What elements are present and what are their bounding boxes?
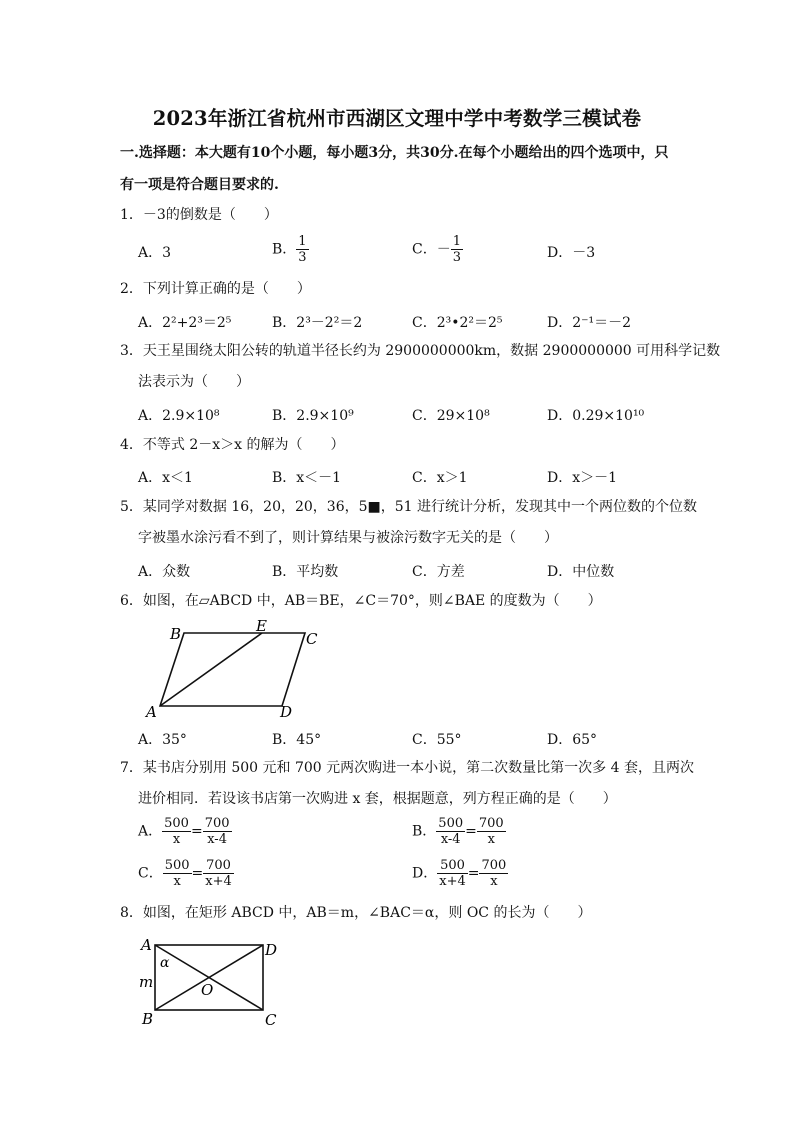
q7-c-n2: 700 bbox=[203, 858, 234, 874]
q2-option-c: C．2³•2²＝2⁵ bbox=[412, 315, 503, 331]
q7-b-n1: 500 bbox=[438, 816, 464, 831]
label-c: C bbox=[265, 1011, 277, 1029]
q3-option-d: D．0.29×10¹⁰ bbox=[547, 408, 645, 424]
q7-b-d2: x bbox=[487, 832, 495, 847]
q1-option-b-prefix: B． bbox=[272, 241, 297, 258]
q4-stem: 4．不等式 2－x＞x 的解为（ ） bbox=[120, 437, 345, 453]
q1-c-denominator: 3 bbox=[452, 250, 461, 265]
q5-option-b: B．平均数 bbox=[272, 564, 339, 580]
q1-stem: 1．－3的倒数是（ ） bbox=[120, 207, 278, 223]
q1-option-a: A．3 bbox=[138, 245, 172, 261]
q7-stem-line2: 进价相同．若设该书店第一次购进 x 套，根据题意，列方程正确的是（ ） bbox=[138, 791, 617, 807]
parallelogram-abcd bbox=[160, 633, 305, 706]
q7-a-d1: x bbox=[172, 832, 181, 847]
q7-c-d2: x+4 bbox=[205, 874, 232, 889]
q2-stem: 2．下列计算正确的是（ ） bbox=[120, 281, 311, 297]
q5-option-d: D．中位数 bbox=[547, 564, 615, 580]
q7-a-left-fraction bbox=[162, 816, 191, 847]
label-e: E bbox=[256, 617, 267, 635]
q2-option-a: A．2²+2³＝2⁵ bbox=[138, 315, 232, 331]
q4-option-d: D．x＞－1 bbox=[547, 470, 618, 486]
q6-option-c: C．55° bbox=[412, 732, 462, 748]
q7-d-right-fraction bbox=[479, 858, 508, 889]
q1-b-denominator: 3 bbox=[298, 250, 307, 265]
q7-option-a bbox=[138, 816, 232, 847]
q3-option-b: B．2.9×10⁹ bbox=[272, 408, 354, 424]
q1-c-numerator: 1 bbox=[452, 234, 461, 249]
q7-a-d2: x-4 bbox=[207, 832, 227, 847]
q7-a-n1: 500 bbox=[164, 816, 189, 831]
q6-option-b: B．45° bbox=[272, 732, 322, 748]
q3-stem-line1: 3．天王星围绕太阳公转的轨道半径长约为 2900000000km，数据 2900000000 可用科学记数 bbox=[120, 343, 721, 359]
q7-option-b bbox=[412, 816, 506, 847]
q5-option-a: A．众数 bbox=[138, 564, 191, 580]
q6-stem: 6．如图，在▱ABCD 中，AB＝BE，∠C＝70°，则∠BAE 的度数为（ ） bbox=[120, 593, 602, 609]
label-alpha: α bbox=[160, 955, 170, 971]
q7-option-c bbox=[138, 858, 234, 889]
q4-option-b: B．x＜－1 bbox=[272, 470, 342, 486]
q7-b-n2: 700 bbox=[478, 816, 504, 831]
q7-a-n2: 700 bbox=[204, 816, 230, 831]
q7-d-left-fraction bbox=[437, 858, 468, 889]
q7-stem-line1: 7．某书店分别用 500 元和 700 元两次购进一本小说，第二次数量比第一次多 4 套，且两次 bbox=[120, 760, 694, 776]
q1-option-c-fraction bbox=[451, 234, 463, 265]
q3-option-c: C．29×10⁸ bbox=[412, 408, 490, 424]
label-b: B bbox=[142, 1010, 154, 1028]
q7-d-n1: 500 bbox=[437, 858, 468, 874]
label-a: A bbox=[146, 703, 157, 721]
q5-stem-line2: 字被墨水涂污看不到了，则计算结果与被涂污数字无关的是（ ） bbox=[138, 530, 558, 546]
q6-option-d: D．65° bbox=[547, 732, 598, 748]
q7-c-right-fraction bbox=[203, 858, 234, 889]
q7-option-d bbox=[412, 858, 508, 889]
label-b: B bbox=[170, 625, 182, 643]
q7-b-left-fraction bbox=[436, 816, 465, 847]
q6-parallelogram-figure bbox=[130, 615, 330, 725]
q7-c-n1: 500 bbox=[164, 858, 190, 873]
q1-option-c-prefix: C．－ bbox=[412, 241, 451, 258]
section-heading-line1: 一.选择题：本大题有10个小题，每小题3分，共30分.在每个小题给出的四个选项中，只 bbox=[120, 145, 669, 161]
q2-option-d: D．2⁻¹＝－2 bbox=[547, 315, 632, 331]
label-d: D bbox=[280, 703, 293, 721]
q7-b-right-fraction bbox=[477, 816, 506, 847]
q2-option-b: B．2³－2²＝2 bbox=[272, 315, 363, 331]
q7-d-d2: x bbox=[490, 874, 498, 889]
q5-stem-line1: 5．某同学对数据 16，20，20，36，5■，51 进行统计分析，发现其中一个两位数的个位数 bbox=[120, 499, 698, 515]
q7-c-d1: x bbox=[173, 874, 181, 889]
q7-d-prefix: D． bbox=[412, 865, 438, 882]
q7-d-d1: x+4 bbox=[439, 874, 466, 889]
q4-option-c: C．x＞1 bbox=[412, 470, 468, 486]
q6-option-a: A．35° bbox=[138, 732, 187, 748]
q3-option-a: A．2.9×10⁸ bbox=[138, 408, 220, 424]
q7-c-equals: = bbox=[191, 865, 204, 882]
label-d: D bbox=[265, 941, 278, 959]
q7-b-d1: x-4 bbox=[440, 832, 461, 847]
label-c: C bbox=[306, 630, 318, 648]
q7-a-right-fraction bbox=[203, 816, 232, 847]
q7-a-prefix: A． bbox=[138, 823, 163, 840]
segment-ae bbox=[160, 633, 262, 706]
page-title: 2023年浙江省杭州市西湖区文理中学中考数学三模试卷 bbox=[152, 107, 642, 130]
q1-option-d: D．－3 bbox=[547, 245, 596, 261]
q7-c-left-fraction bbox=[163, 858, 192, 889]
label-o: O bbox=[201, 981, 214, 999]
q1-option-b-fraction bbox=[296, 234, 308, 265]
q3-stem-line2: 法表示为（ ） bbox=[138, 374, 250, 390]
q1-b-numerator: 1 bbox=[298, 234, 307, 249]
q4-option-a: A．x＜1 bbox=[138, 470, 193, 486]
section-heading-line2: 有一项是符合题目要求的. bbox=[120, 177, 279, 193]
q7-a-equals: = bbox=[190, 823, 203, 840]
label-m: m bbox=[139, 973, 154, 991]
q7-d-equals: = bbox=[467, 865, 480, 882]
q7-d-n2: 700 bbox=[481, 858, 507, 873]
label-a: A bbox=[141, 936, 152, 954]
q8-stem: 8．如图，在矩形 ABCD 中，AB＝m，∠BAC＝α，则 OC 的长为（ ） bbox=[120, 905, 592, 921]
q8-rectangle-figure bbox=[132, 933, 292, 1033]
q7-c-prefix: C． bbox=[138, 865, 163, 882]
q1-option-c bbox=[412, 234, 463, 265]
q7-b-equals: = bbox=[465, 823, 477, 840]
q5-option-c: C．方差 bbox=[412, 564, 465, 580]
q7-b-prefix: B． bbox=[412, 823, 437, 840]
q1-option-b bbox=[272, 234, 309, 265]
